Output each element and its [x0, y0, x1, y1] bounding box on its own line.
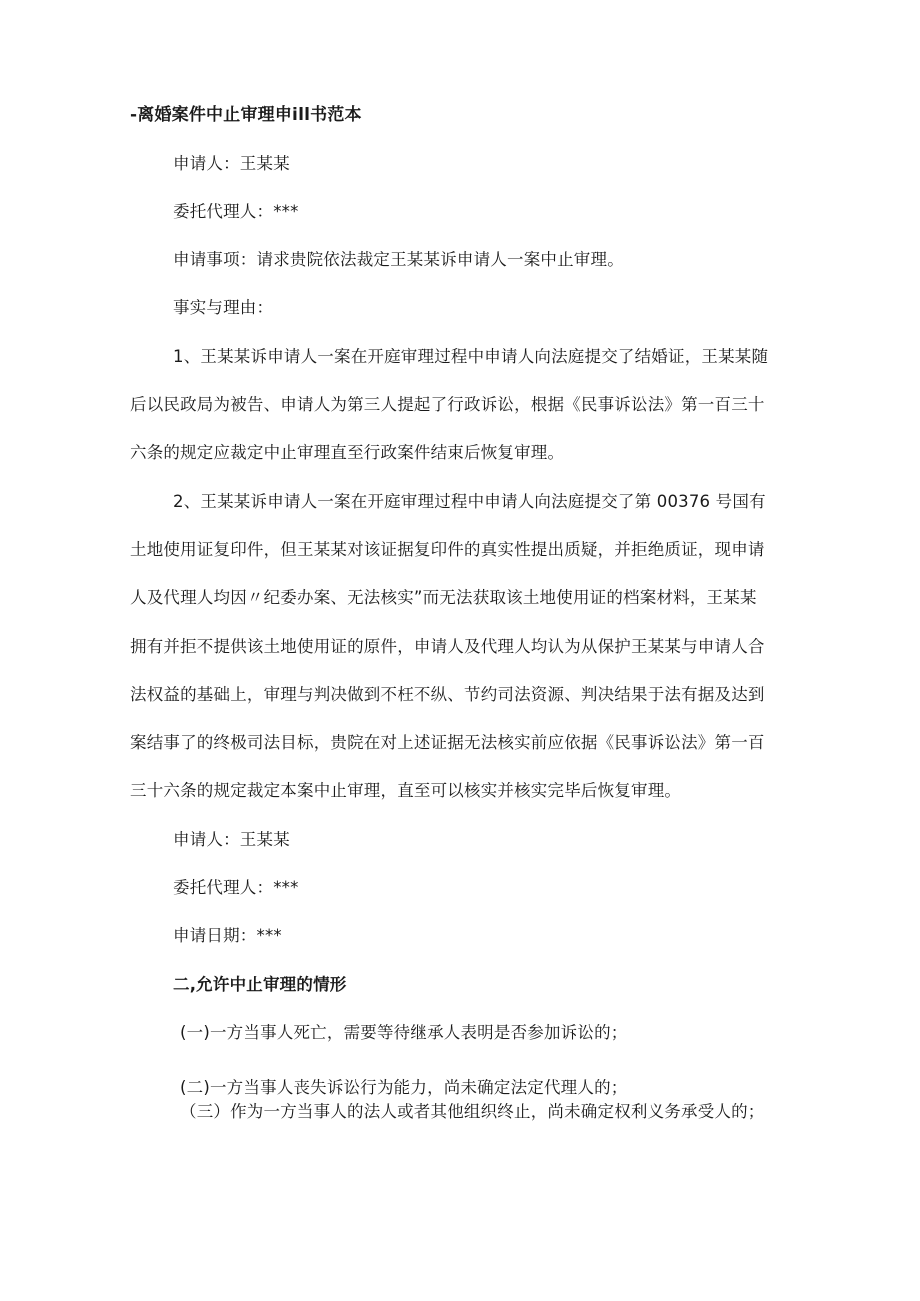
- case-item: (一)一方当事人死亡，需要等待继承人表明是否参加诉讼的；: [180, 1023, 628, 1042]
- signature-applicant: 申请人：王某某: [173, 830, 290, 849]
- document-title: -离婚案件中止审理申ill书范本: [130, 105, 362, 125]
- reason2-line: 三十六条的规定裁定本案中止审理，直至可以核实并核实完毕后恢复审理。: [130, 781, 682, 800]
- reason2-line: 2、王某某诉申请人一案在开庭审理过程中申请人向法庭提交了第 00376 号国有: [173, 492, 766, 511]
- agent-line: 委托代理人：***: [173, 202, 299, 221]
- reason2-line: 法权益的基础上，审理与判决做到不枉不纵、节约司法资源、判决结果于法有据及达到: [130, 685, 765, 704]
- reason1-line: 后以民政局为被告、申请人为第三人提起了行政诉讼，根据《民事诉讼法》第一百三十: [130, 395, 765, 414]
- request-line: 申请事项：请求贵院依法裁定王某某诉申请人一案中止审理。: [173, 250, 624, 269]
- reason2-line: 拥有并拒不提供该土地使用证的原件，申请人及代理人均认为从保护王某某与申请人合: [130, 637, 765, 656]
- case-item: （三）作为一方当事人的法人或者其他组织终止，尚未确定权利义务承受人的；: [180, 1102, 765, 1121]
- reason2-line: 人及代理人均因〃纪委办案、无法核实”而无法获取该土地使用证的档案材料，王某某: [130, 588, 757, 607]
- facts-heading: 事实与理由：: [173, 298, 274, 317]
- section2-heading: 二,允许中止审理的情形: [173, 975, 347, 994]
- case-item: (二)一方当事人丧失诉讼行为能力，尚未确定法定代理人的；: [180, 1078, 628, 1097]
- applicant-line: 申请人：王某某: [173, 154, 290, 173]
- reason2-line: 案结事了的终极司法目标，贵院在对上述证据无法核实前应依据《民事诉讼法》第一百: [130, 733, 765, 752]
- signature-date: 申请日期：***: [173, 926, 282, 945]
- signature-agent: 委托代理人：***: [173, 878, 299, 897]
- reason2-line: 土地使用证复印件，但王某某对该证据复印件的真实性提出质疑，并拒绝质证，现申请: [130, 540, 765, 559]
- reason1-line: 六条的规定应裁定中止审理直至行政案件结束后恢复审理。: [130, 443, 565, 462]
- reason1-line: 1、王某某诉申请人一案在开庭审理过程中申请人向法庭提交了结婚证，王某某随: [173, 347, 769, 366]
